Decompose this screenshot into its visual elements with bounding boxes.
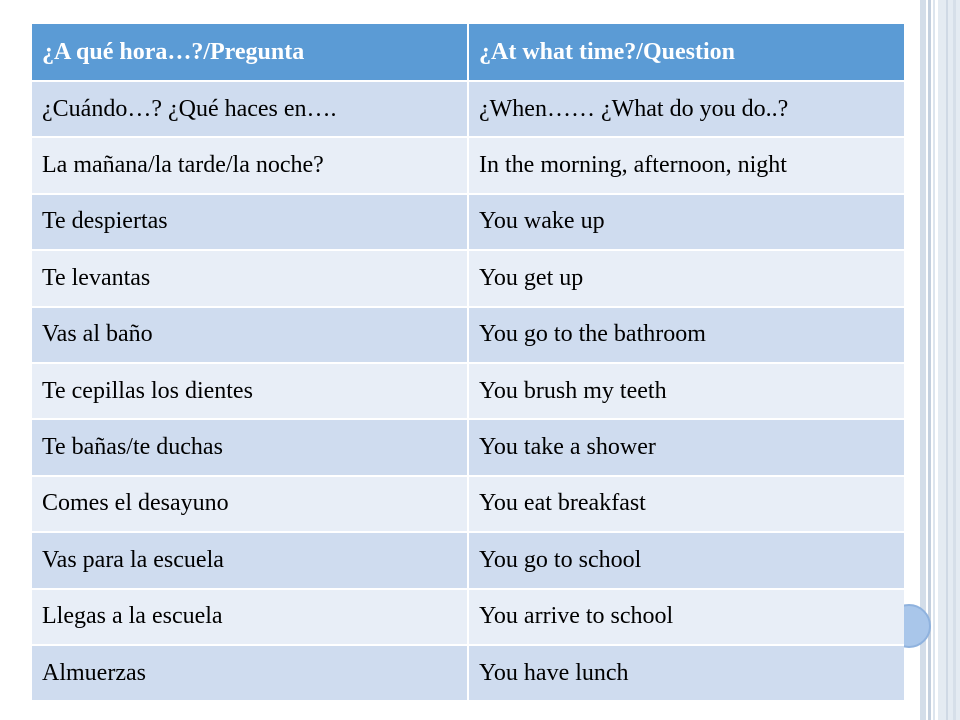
spanish-cell: Te bañas/te duchas (32, 419, 468, 475)
english-cell: You get up (468, 250, 904, 306)
spanish-cell: Vas para la escuela (32, 532, 468, 588)
spanish-cell: Almuerzas (32, 645, 468, 701)
english-cell: You brush my teeth (468, 363, 904, 419)
spanish-cell: Comes el desayuno (32, 476, 468, 532)
template-stripe (953, 0, 956, 720)
table-row (32, 137, 904, 193)
vocabulary-table (32, 24, 904, 702)
english-cell: You have lunch (468, 645, 904, 701)
english-cell: You wake up (468, 194, 904, 250)
header-english: ¿At what time?/Question (468, 24, 904, 81)
english-cell: You go to school (468, 532, 904, 588)
table-row (32, 419, 904, 475)
spanish-cell: Te cepillas los dientes (32, 363, 468, 419)
table-row (32, 589, 904, 645)
spanish-cell: Te despiertas (32, 194, 468, 250)
table-row (32, 307, 904, 363)
spanish-cell: Te levantas (32, 250, 468, 306)
spanish-cell: Llegas a la escuela (32, 589, 468, 645)
english-cell: You arrive to school (468, 589, 904, 645)
template-stripe (946, 0, 948, 720)
english-cell: You take a shower (468, 419, 904, 475)
english-cell: You go to the bathroom (468, 307, 904, 363)
table-row (32, 250, 904, 306)
header-spanish: ¿A qué hora…?/Pregunta (32, 24, 468, 81)
table-row (32, 532, 904, 588)
english-cell: In the morning, afternoon, night (468, 137, 904, 193)
template-stripe (938, 0, 960, 720)
spanish-cell: Vas al baño (32, 307, 468, 363)
template-stripe (928, 0, 931, 720)
spanish-cell: ¿Cuándo…? ¿Qué haces en…. (32, 81, 468, 137)
table-header-row (32, 24, 904, 81)
english-cell: ¿When…… ¿What do you do..? (468, 81, 904, 137)
table-row (32, 645, 904, 701)
spanish-cell: La mañana/la tarde/la noche? (32, 137, 468, 193)
english-cell: You eat breakfast (468, 476, 904, 532)
table-row (32, 476, 904, 532)
template-stripe (933, 0, 935, 720)
table-row (32, 363, 904, 419)
table-row (32, 81, 904, 137)
table-row (32, 194, 904, 250)
